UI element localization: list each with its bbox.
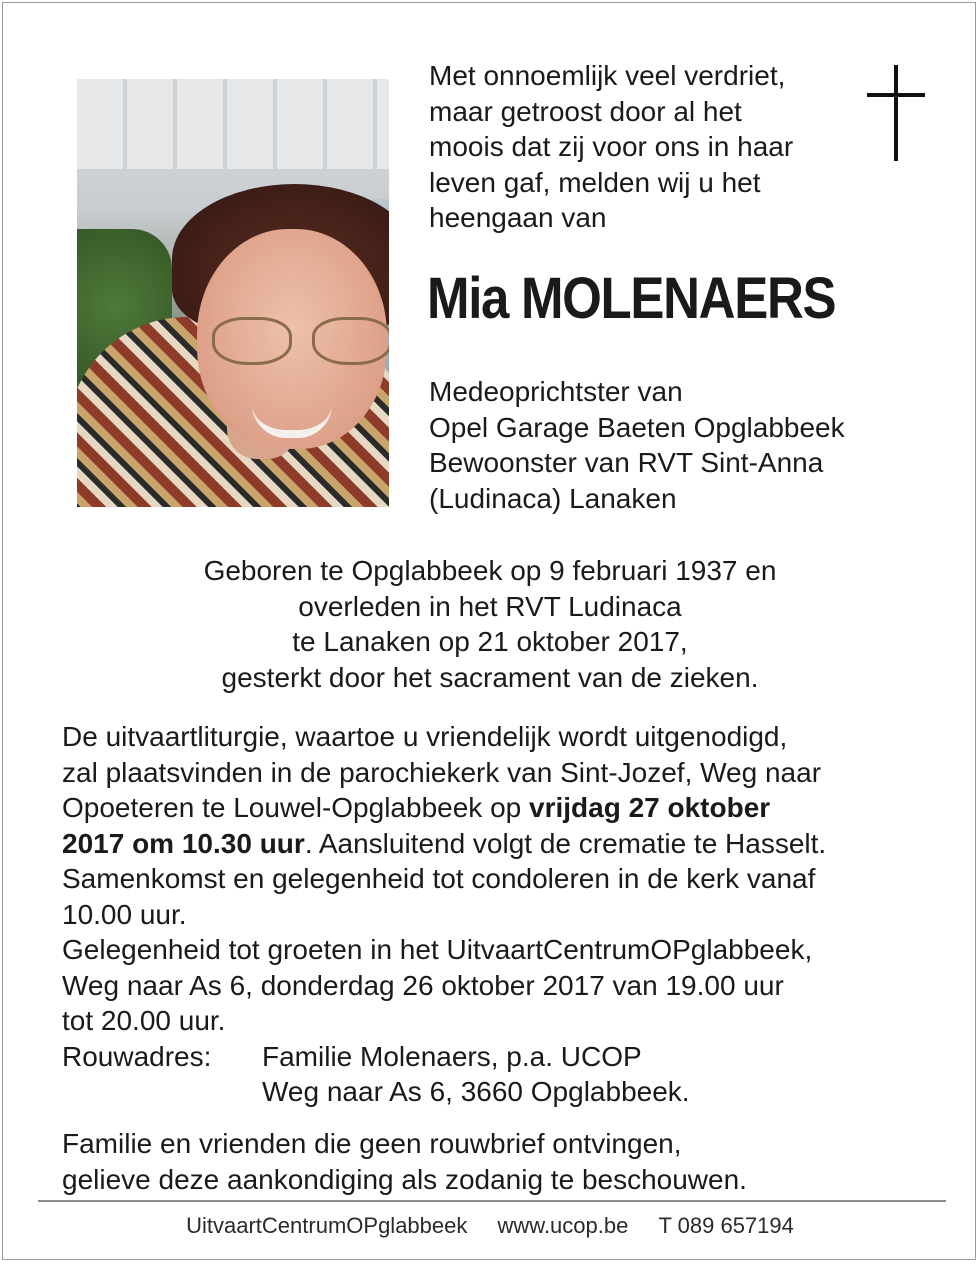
- service-line: Weg naar As 6, donderdag 26 oktober 2017 van 19.00 uur: [62, 969, 784, 1001]
- service-text: . Aansluitend volgt de crematie te Hasselt.: [304, 827, 827, 859]
- obituary-card: [2, 2, 976, 1260]
- intro-line: maar getroost door al het: [429, 95, 742, 127]
- service-time-bold: 2017 om 10.30 uur: [62, 827, 305, 859]
- footer-company: UitvaartCentrumOPglabbeek: [186, 1213, 468, 1238]
- birth-death-line: gesterkt door het sacrament van de zieken.: [221, 661, 759, 693]
- footer-website: www.ucop.be: [497, 1213, 629, 1238]
- address-line: Familie Molenaers, p.a. UCOP: [262, 1040, 642, 1072]
- intro-line: Met onnoemlijk veel verdriet,: [429, 60, 786, 91]
- mourning-address: [62, 1039, 942, 1110]
- role-line: (Ludinaca) Lanaken: [429, 482, 677, 514]
- footer: [3, 1213, 977, 1239]
- role-line: Opel Garage Baeten Opglabbeek: [429, 411, 845, 443]
- birth-death-line: overleden in het RVT Ludinaca: [298, 590, 682, 622]
- role-line: Medeoprichtster van: [429, 376, 683, 407]
- service-line: [62, 826, 942, 862]
- address-line: Weg naar As 6, 3660 Opglabbeek.: [262, 1076, 690, 1107]
- address-label: Rouwadres:: [62, 1040, 212, 1072]
- photo-ceiling: [77, 79, 389, 169]
- service-line: Samenkomst en gelegenheid tot condoleren in de kerk vanaf: [62, 863, 816, 894]
- footer-phone: T 089 657194: [658, 1213, 794, 1238]
- deceased-name: Mia MOLENAERS: [427, 266, 836, 331]
- divider: [38, 1200, 946, 1202]
- service-line: 10.00 uur.: [62, 898, 187, 930]
- cross-icon: [867, 65, 925, 161]
- service-line: Gelegenheid tot groeten in het UitvaartCentrumOPglabbeek,: [62, 934, 813, 965]
- intro-line: heengaan van: [429, 202, 607, 233]
- service-line: zal plaatsvinden in de parochiekerk van Sint-Jozef, Weg naar: [62, 756, 822, 788]
- service-details: [62, 719, 942, 1110]
- notice-line: Familie en vrienden die geen rouwbrief ontvingen,: [62, 1128, 682, 1159]
- address-value: [262, 1039, 690, 1110]
- notice-line: gelieve deze aankondiging als zodanig te beschouwen.: [62, 1163, 747, 1195]
- service-text: Opoeteren te Louwel-Opglabbeek op: [62, 792, 529, 823]
- service-line: [62, 790, 942, 826]
- intro-line: moois dat zij voor ons in haar: [429, 131, 794, 162]
- birth-death-line: te Lanaken op 21 oktober 2017,: [292, 626, 688, 657]
- role-line: Bewoonster van RVT Sint-Anna: [429, 447, 824, 478]
- service-date-bold: vrijdag 27 oktober: [529, 792, 771, 823]
- birth-death-line: Geboren te Opglabbeek op 9 februari 1937 en: [203, 555, 777, 586]
- service-line: De uitvaartliturgie, waartoe u vriendelijk wordt uitgenodigd,: [62, 721, 788, 752]
- intro-text: [429, 58, 793, 236]
- intro-line: leven gaf, melden wij u het: [429, 166, 761, 198]
- notice-text: [62, 1126, 747, 1197]
- roles-text: [429, 374, 845, 516]
- photo-glasses: [212, 317, 389, 363]
- service-line: tot 20.00 uur.: [62, 1005, 226, 1036]
- birth-death-text: [3, 553, 977, 695]
- portrait-photo: [77, 79, 389, 507]
